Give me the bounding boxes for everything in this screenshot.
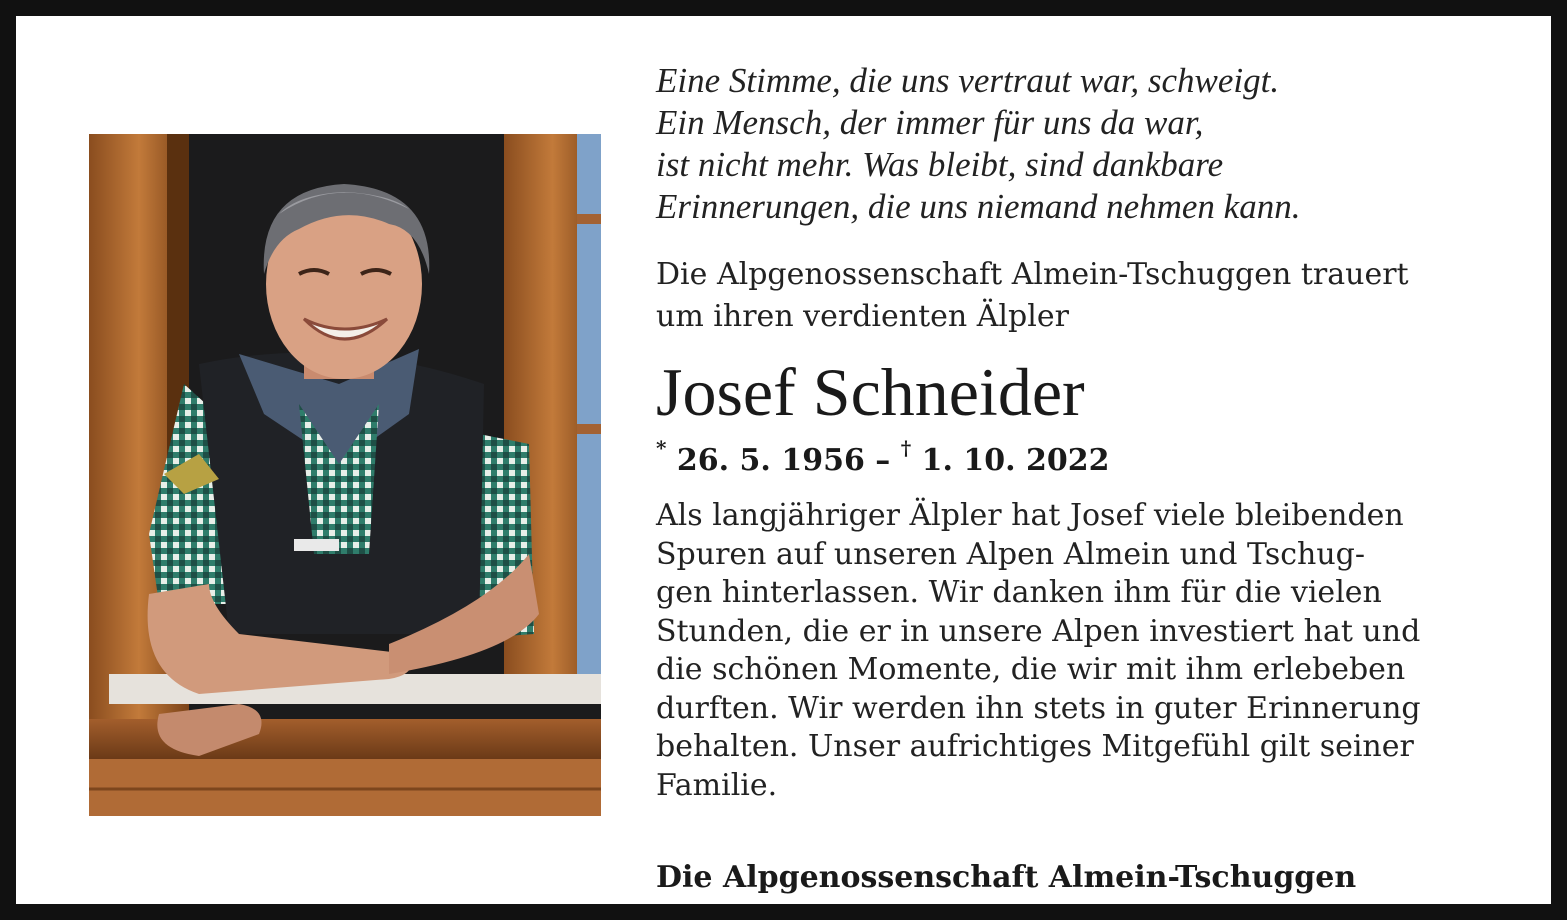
poem-line: Ein Mensch, der immer für uns da war,	[656, 103, 1204, 142]
death-symbol: †	[900, 436, 912, 460]
birth-symbol: *	[656, 436, 667, 460]
mourning-intro	[656, 254, 1516, 338]
body-line: die schönen Momente, die wir mit ihm erlebeben	[656, 652, 1406, 687]
body-line: behalten. Unser aufrichtiges Mitgefühl gilt seiner	[656, 729, 1414, 764]
poem-line: ist nicht mehr. Was bleibt, sind dankbare	[656, 145, 1224, 184]
poem-line: Erinnerungen, die uns niemand nehmen kann.	[656, 187, 1301, 226]
body-line: Spuren auf unseren Alpen Almein und Tschug-	[656, 536, 1365, 572]
life-dates	[656, 430, 1516, 483]
date-separator: –	[875, 443, 891, 478]
death-date: 1. 10. 2022	[921, 443, 1110, 478]
obituary-body	[656, 497, 1516, 805]
deceased-name: Josef Schneider	[656, 354, 1085, 430]
poem	[656, 60, 1516, 228]
intro-line: um ihren verdienten Älpler	[656, 299, 1069, 334]
birth-date: 26. 5. 1956	[676, 443, 865, 478]
intro-line: Die Alpgenossenschaft Almein-Tschuggen trauert	[656, 257, 1409, 292]
portrait-photo	[89, 134, 601, 816]
body-line: Familie.	[656, 767, 778, 803]
body-line: Stunden, die er in unsere Alpen investiert hat und	[656, 613, 1421, 649]
poem-line: Eine Stimme, die uns vertraut war, schweigt.	[656, 61, 1280, 100]
body-line: gen hinterlassen. Wir danken ihm für die vielen	[656, 575, 1382, 610]
portrait-illustration	[89, 134, 601, 816]
body-line: Als langjähriger Älpler hat Josef viele bleibenden	[656, 498, 1404, 533]
body-line: durften. Wir werden ihn stets in guter Erinnerung	[656, 690, 1421, 726]
signature: Die Alpgenossenschaft Almein-Tschuggen	[656, 860, 1357, 895]
